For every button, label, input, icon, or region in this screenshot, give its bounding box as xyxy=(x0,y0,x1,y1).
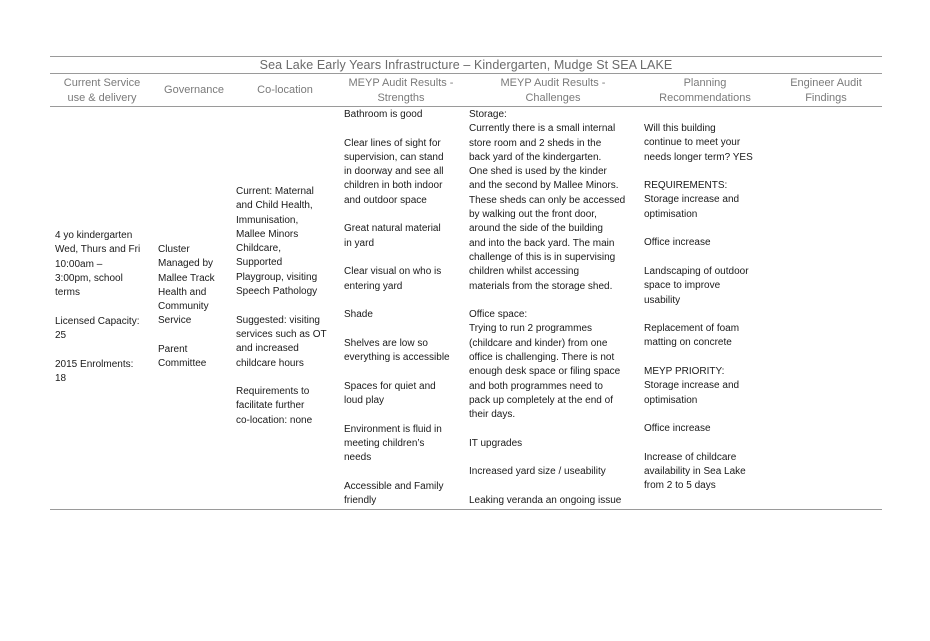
table-header-row xyxy=(50,74,882,107)
challenge-item: Leaking veranda an ongoing issue xyxy=(469,495,622,507)
recommendation-item: Office increase xyxy=(644,423,711,435)
service-line: 4 yo kindergarten Wed, Thurs and Fri 10:00am – 3:00pm, school terms xyxy=(55,230,141,299)
governance-line: Cluster Managed by Mallee Track Health and Community Service xyxy=(158,244,215,327)
colocation-line: Requirements to facilitate further co-location: none xyxy=(236,386,313,426)
strength-item: Accessible and Family friendly xyxy=(344,480,444,507)
strength-item: Shade xyxy=(344,309,373,321)
challenge-item: Increased yard size / useability xyxy=(469,466,606,478)
recommendation-item: REQUIREMENTS: Storage increase and optimisation xyxy=(644,180,740,220)
challenge-item: IT upgrades xyxy=(469,437,523,449)
header-engineer-audit: Engineer Audit Findings xyxy=(790,77,862,104)
cell-challenges xyxy=(469,108,637,508)
recommendation-item: Increase of childcare availability in Sea Lake from 2 to 5 days xyxy=(644,451,746,492)
cell-planning-recommendations xyxy=(644,122,766,494)
header-planning-recommendations: Planning Recommendations xyxy=(659,77,751,104)
header-current-service: Current Service use & delivery xyxy=(63,77,141,104)
strength-item: Bathroom is good xyxy=(344,109,423,120)
strength-item: Spaces for quiet and loud play xyxy=(344,380,436,406)
strength-item: Great natural material in yard xyxy=(344,223,441,249)
challenge-item: Storage: Currently there is a small internal store room and 2 sheds in the back yard of the kindergarten. One shed is used by the kinder and the second by Mallee Minors. These sheds can only be accessed by walking out the front door, around the side of the building and into the back yard. The main challenge of this is in supervising children whilst accessing materials from the storage shed. xyxy=(469,109,626,292)
table-title: Sea Lake Early Years Infrastructure – Kindergarten, Mudge St SEA LAKE xyxy=(50,56,882,74)
cell-co-location xyxy=(236,185,336,428)
cell-current-service xyxy=(55,229,150,386)
strength-item: Clear lines of sight for supervision, can stand in doorway and see all children in both indoor and outdoor space xyxy=(344,137,444,206)
strength-item: Environment is fluid in meeting children’s needs xyxy=(344,423,442,464)
colocation-line: Suggested: visiting services such as OT and increased childcare hours xyxy=(236,314,327,369)
recommendation-item: MEYP PRIORITY: Storage increase and optimisation xyxy=(644,366,740,406)
strength-item: Shelves are low so everything is accessible xyxy=(344,337,450,364)
header-strengths: MEYP Audit Results - Strengths xyxy=(348,77,454,104)
recommendation-item: Landscaping of outdoor space to improve usability xyxy=(644,265,749,306)
header-co-location: Co-location xyxy=(257,84,313,96)
table-row xyxy=(50,107,882,510)
colocation-line: Current: Maternal and Child Health, Immunisation, Mallee Minors Childcare, Supported Playgroup, visiting Speech Pathology xyxy=(236,186,318,298)
infrastructure-table xyxy=(50,56,882,510)
recommendation-item: Replacement of foam matting on concrete xyxy=(644,323,740,349)
header-challenges: MEYP Audit Results - Challenges xyxy=(500,77,606,104)
cell-strengths xyxy=(344,108,460,508)
service-line: Licensed Capacity: 25 xyxy=(55,315,140,342)
header-governance: Governance xyxy=(164,84,224,96)
strength-item: Clear visual on who is entering yard xyxy=(344,266,442,292)
service-line: 2015 Enrolments: 18 xyxy=(55,358,134,384)
recommendation-item: Will this building continue to meet your needs longer term? YES xyxy=(644,123,753,163)
cell-governance xyxy=(158,243,230,372)
recommendation-item: Office increase xyxy=(644,237,711,249)
governance-line: Parent Committee xyxy=(158,344,207,370)
challenge-item: Office space: Trying to run 2 programmes (childcare and kinder) from one office is challenging. There is not enough desk space or filing space and both programmes need to pack up completely at the end of their days. xyxy=(469,309,621,421)
